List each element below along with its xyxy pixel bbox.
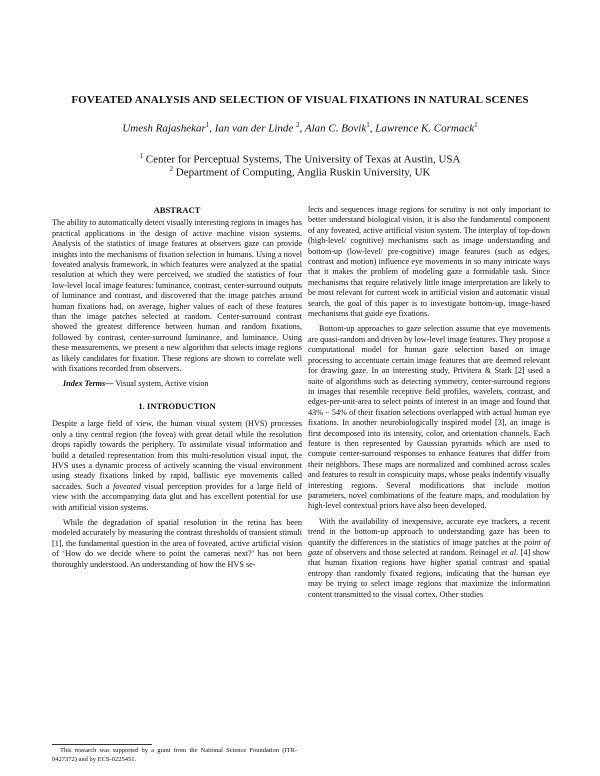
paper-title: FOVEATED ANALYSIS AND SELECTION OF VISUAL FIXATIONS IN NATURAL SCENES [71, 94, 529, 106]
right-paragraph-2: Bottom-up approaches to gaze selection assume that eye movements are quasi-random and driven by low-level image features. They propose a computational model for human gaze selection based on image processing to accentuate certain image features that are deemed relevant for drawing gaze. In an interesting study, Privitera & Stark [2] used a suite of algorithms such as detecting symmetry, center-surround regions in images that resemble receptive field profiles, wavelets, contrast, and edges-per-unit-area to select points of interest in an image and found that 43% − 54% of their fixation selections overlapped with actual human eye fixations. In another neurobiologically inspired model [3], an image is first decomposed into its intensity, color, and orientation channels. Each feature is then represented by Gaussian pyramids which are used to compute center-surround responses to enhance features that differ from their neighbors. These maps are normalized and combined across scales and features to result in conspicuity maps, whose peaks indentify visually interesting regions. Several modifications that include motion parameters, novel combinations of the feature maps, and modulation by high-level contextual priors have also been developed. [308, 324, 550, 511]
affiliation-text: Center for Perceptual Systems, The University of Texas at Austin, USA [145, 153, 461, 166]
index-terms [52, 379, 302, 389]
author-affil-sup: 2 [296, 121, 300, 129]
affiliation-sup: 1 [139, 152, 143, 160]
affiliation-text: Department of Computing, Anglia Ruskin University, UK [175, 166, 431, 179]
footnote-divider [52, 744, 152, 745]
author-name: Umesh Rajashekar [122, 122, 206, 135]
intro-text: visual perception provides for a large field of view with the accompanying data glut and has excellent potential for use with artificial vision systems. [52, 481, 302, 512]
author-affil-sup: 1 [205, 121, 210, 129]
intro-heading: 1. INTRODUCTION [138, 400, 216, 411]
author-name: Alan C. Bovik [304, 122, 367, 135]
author-name: Lawrence K. Cormack [375, 122, 475, 135]
affiliation-sup: 2 [169, 165, 174, 173]
author-name: Ian van der Linde [214, 122, 294, 135]
body-text: [4] show that human fixation regions have higher spatial contrast and spatial entropy than randomly fixated regions, indicating that the human eye may be trying to select image regions that maximize the information content transmitted to the visual cortex. Other studies [308, 548, 551, 599]
author-affil-sup: 1 [366, 121, 370, 129]
author-line: Umesh Rajashekar$^1$, Ian van der Linde $^2$, Alan C. Bovik$^1$, Lawrence K. Cormack$^1$ [122, 121, 478, 135]
intro-paragraph-1 [52, 419, 302, 513]
abstract-heading: ABSTRACT [153, 205, 201, 215]
left-column [52, 205, 302, 570]
intro-emphasis: foveated [113, 481, 141, 491]
affiliation-2 [0, 165, 600, 179]
index-terms-text: Visual system, Active vision [113, 378, 209, 388]
affiliation-1 [0, 152, 600, 166]
right-column [308, 205, 550, 600]
intro-paragraph-2: While the degradation of spatial resolution in the retina has been modeled accurately by measuring the contrast thresholds of transient stimuli [1], the fundamental question in the area of foveated, active artificial vision of ‘How do we decide where to point the cameras next?’ has not been thoroughly understood. An understanding of how the HVS se- [52, 517, 302, 569]
abstract-text: The ability to automatically detect visually interesting regions in images has practical applications in the design of active machine vision systems. Analysis of the statistics of image features at observers gaze can provide insights into the mechanisms of fixation selection in humans. Using a novel foveated analysis framework, in which features were analyzed at the spatial resolution at which they were perceived, we studied the statistics of four low-level local image features: luminance, contrast, center-surround outputs of luminance and contrast, and discovered that the image patches around human fixations had, on average, higher values of each of these features than the image patches selected at random. Center-surround contrast showed the greatest difference between human and random fixations, followed by contrast, center-surround luminance, and luminance. Using these measurements, we present a new algorithm that selects image regions as likely candidates for fixation. These regions are shown to correlate well with fixations recorded from observers. [52, 218, 302, 374]
right-paragraph-3 [308, 517, 550, 600]
body-text: of observers and those selected at random. Reinagel [323, 548, 502, 557]
index-terms-label: Index Terms— [63, 378, 114, 388]
body-emphasis: et al. [501, 548, 519, 557]
intro-text: Despite a large field of view, the human visual system (HVS) processes only a tiny central region (the fovea) with great detail while the resolution drops rapidly towards the periphery. To assimilate visual information and build a detailed representation from this multi-resolution visual input, the HVS uses a dynamic process of actively scanning the visual environment using steady fixations linked by rapid, ballistic eye movements called saccades. Such a [52, 419, 302, 491]
author-affil-sup: 1 [474, 121, 478, 129]
body-text: With the availability of inexpensive, accurate eye trackers, a recent trend in the bottom-up approach to understanding gaze has been to quantify the differences in the statistics of image patches at the [308, 516, 550, 547]
right-paragraph-1: lects and sequences image regions for scrutiny is not only important to better understand biological vision, it is also the fundamental component of any foveated, active artificial vision system. The interplay of top-down (high-level/ cognitive) mechanisms such as image understanding and bottom-up (low-level/ pre-cognitive) image features (such as edges, contrast and motion) influence eye movements in so many intricate ways that it makes the problem of modeling gaze a formidable task. Since mechanisms that require relatively little image interpretation are likely to be most relevant for current work in artificial vision and automatic visual search, the goal of this paper is to investigate bottom-up, image-based mechanisms that guide eye fixations. [308, 205, 550, 319]
footnote: This research was supported by a grant from the National Science Foundation (ITR-0427372) and by ECS-0225451. [52, 747, 297, 763]
body-emphasis: point of gaze [308, 537, 550, 557]
